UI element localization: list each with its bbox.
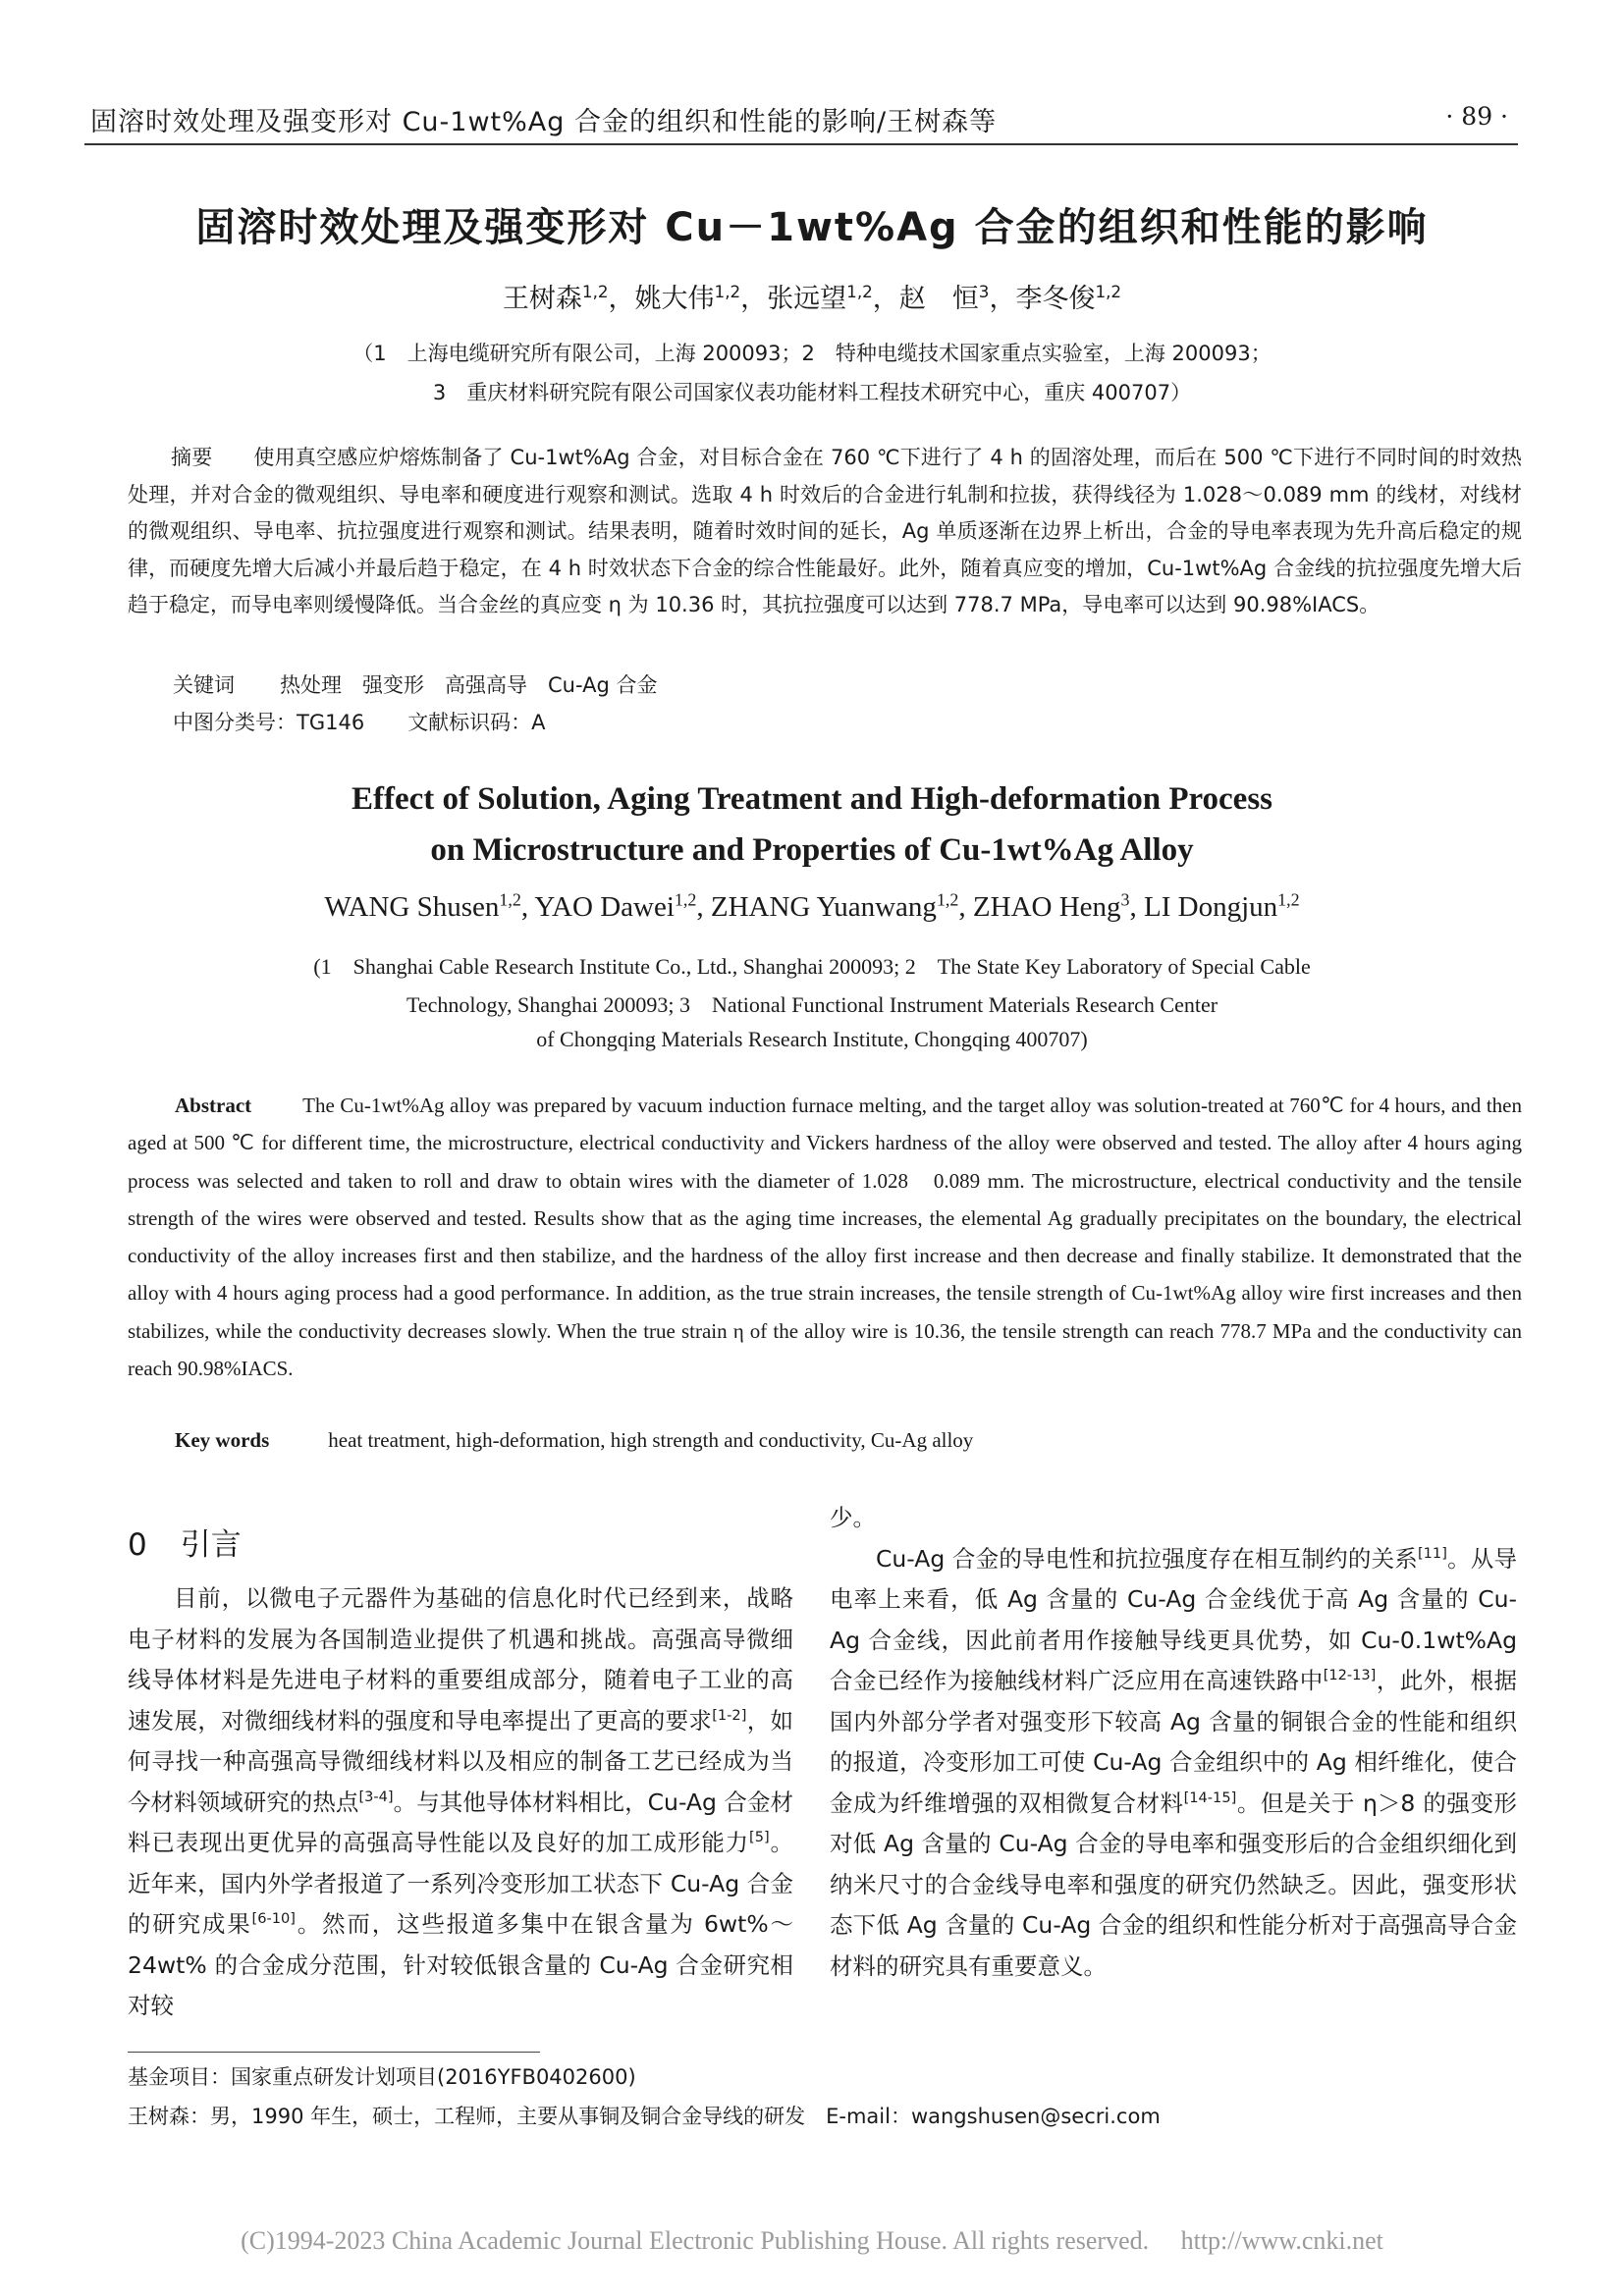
- section-number: 0: [128, 1527, 147, 1563]
- page-number: · 89 ·: [1445, 102, 1508, 131]
- citation: [14-15]: [1183, 1789, 1237, 1806]
- body-text: Cu-Ag 合金的导电性和抗拉强度存在相互制约的关系: [876, 1544, 1418, 1573]
- author: ZHANG Yuanwang$^{1,2}$: [710, 889, 959, 923]
- chinese-affiliation-line: （1 上海电缆研究所有限公司，上海 200093；2 特种电缆技术国家重点实验室，上海 200093；: [352, 342, 1272, 365]
- english-keywords: [175, 1428, 973, 1453]
- body-text-continuation: 少。: [830, 1504, 876, 1531]
- classification-line: [173, 707, 546, 736]
- body-text: 。从导电率上来看，低 Ag 含量的 Cu-Ag 合金线优于高 Ag 含量的 Cu-Ag 合金线，因此前者用作接触导线更具优势，如 Cu-0.1wt%Ag 合金已经作为接触线材料广泛应用在高速铁路中: [830, 1544, 1517, 1694]
- english-authors: WANG Shusen$^{1,2}$, YAO Dawei$^{1,2}$, ZHANG Yuanwang$^{1,2}$, ZHAO Heng$^3$, LI Dongjun$^{1,2}$: [324, 889, 1300, 923]
- document-code: 文献标识码：A: [407, 711, 546, 734]
- body-paragraph: [830, 1539, 1517, 1988]
- footnote-fund: 基金项目：国家重点研发计划项目(2016YFB0402600): [128, 2065, 636, 2089]
- body-text: 。但是关于 η＞8 的强变形对低 Ag 含量的 Cu-Ag 合金的导电率和强变形后的合金组织细化到纳米尺寸的合金线导电率和强度的研究仍然缺乏。因此，强变形状态下低 Ag 含量的 Cu-Ag 合金的组织和性能分析对于高强高导合金材料的研究具有重要意义。: [830, 1789, 1517, 1980]
- citation: [5]: [749, 1829, 770, 1846]
- english-abstract: [128, 1087, 1522, 1387]
- author: ZHAO Heng$^3$: [972, 889, 1130, 923]
- body-text: 目前，以微电子元器件为基础的信息化时代已经到来，战略电子材料的发展为各国制造业提供了机遇和挑战。高强高导微细线导体材料是先进电子材料的重要组成部分，随着电子工业的高速发展，对微细线材料的强度和导电率提出了更高的要求: [128, 1584, 793, 1735]
- abstract-label: Abstract: [175, 1094, 252, 1117]
- citation: [11]: [1417, 1544, 1447, 1562]
- english-affiliation-line: (1 Shanghai Cable Research Institute Co., Ltd., Shanghai 200093; 2 The State Key Laboratory of Special Cable: [313, 954, 1311, 979]
- section-heading: [128, 1520, 242, 1564]
- running-header-title: 固溶时效处理及强变形对 Cu-1wt%Ag 合金的组织和性能的影响/王树森等: [90, 107, 998, 137]
- citation: [12-13]: [1323, 1667, 1377, 1684]
- body-right-column: [830, 1498, 1517, 1987]
- body-left-column: [128, 1578, 793, 2027]
- body-text: ，如何寻找一种高强高导微细线材料以及相应的制备工艺已经成为当今材料领域研究的热点: [128, 1706, 794, 1816]
- english-affiliation-line: Technology, Shanghai 200093; 3 National Functional Instrument Materials Research Center: [406, 992, 1218, 1017]
- english-affiliation-line: of Chongqing Materials Research Institute, Chongqing 400707): [536, 1027, 1088, 1051]
- running-header: [84, 98, 1518, 145]
- author: LI Dongjun$^{1,2}$: [1144, 889, 1300, 923]
- section-title: 引言: [180, 1527, 242, 1563]
- keywords-label: Key words: [175, 1428, 270, 1452]
- footnote-author: 王树森：男，1990 年生，硕士，工程师，主要从事铜及铜合金导线的研发 E-mail：wangshusen@secri.com: [128, 2105, 1161, 2128]
- keywords-text: heat treatment, high-deformation, high strength and conductivity, Cu-Ag alloy: [328, 1428, 974, 1452]
- body-text: ，此外，根据国内外部分学者对强变形下较高 Ag 含量的铜银合金的性能和组织的报道，冷变形加工可使 Cu-Ag 合金组织中的 Ag 相纤维化，使合金成为纤维增强的双相微复合材料: [830, 1667, 1517, 1817]
- author: 李冬俊$^{1,2}$: [1015, 282, 1122, 314]
- author: YAO Dawei$^{1,2}$: [534, 889, 697, 923]
- chinese-abstract: [128, 440, 1522, 624]
- footnote-divider: [128, 2052, 540, 2053]
- citation: [3-4]: [358, 1788, 394, 1805]
- clc-number: 中图分类号：TG146: [173, 711, 365, 734]
- chinese-affiliation-line: 3 重庆材料研究院有限公司国家仪表功能材料工程技术研究中心，重庆 400707）: [432, 381, 1192, 404]
- keyword: 强变形: [362, 673, 424, 697]
- keyword: Cu-Ag 合金: [548, 673, 658, 697]
- author: 张远望$^{1,2}$: [767, 282, 873, 314]
- author: 王树森$^{1,2}$: [502, 282, 609, 314]
- chinese-keywords: [173, 669, 657, 699]
- copyright-notice: (C)1994-2023 China Academic Journal Electronic Publishing House. All rights reserved. http://www.cnki.net: [241, 2226, 1383, 2255]
- chinese-title: 固溶时效处理及强变形对 Cu－1wt%Ag 合金的组织和性能的影响: [195, 205, 1429, 250]
- abstract-label: 摘要: [171, 446, 213, 469]
- citation: [1-2]: [712, 1706, 747, 1724]
- keyword: 热处理: [280, 673, 342, 697]
- keywords-label: 关键词: [173, 673, 235, 697]
- english-title-line: on Microstructure and Properties of Cu-1wt%Ag Alloy: [430, 832, 1194, 868]
- abstract-text: The Cu-1wt%Ag alloy was prepared by vacuum induction furnace melting, and the target alloy was solution-treated at 760℃ for 4 hours, and then aged at 500 ℃ for different time, the microstructure, electrical conductivity and Vickers hardness of the alloy were observed and tested. The alloy after 4 hours aging process was selected and taken to roll and draw to obtain wires with the diameter of 1.028 0.089 mm. The microstructure, electrical conductivity and the tensile strength of the wires were observed and tested. Results show that as the aging time increases, the elemental Ag gradually precipitates on the boundary, the electrical conductivity of the alloy increases first and then stabilize, and the hardness of the alloy first increase and then decrease and finally stabilize. It demonstrated that the alloy with 4 hours aging process had a good performance. In addition, as the true strain increases, the tensile strength of Cu-1wt%Ag alloy wire first increases and then stabilizes, while the conductivity decreases slowly. When the true strain η of the alloy wire is 10.36, the tensile strength can reach 778.7 MPa and the conductivity can reach 90.98%IACS.: [128, 1094, 1522, 1381]
- citation: [6-10]: [251, 1910, 296, 1928]
- author: 姚大伟$^{1,2}$: [634, 282, 741, 314]
- author: WANG Shusen$^{1,2}$: [324, 889, 521, 923]
- keyword: 高强高导: [445, 673, 527, 697]
- abstract-text: 使用真空感应炉熔炼制备了 Cu-1wt%Ag 合金，对目标合金在 760 ℃下进行了 4 h 的固溶处理，而后在 500 ℃下进行不同时间的时效热处理，并对合金的微观组织、导电率和硬度进行观察和测试。选取 4 h 时效后的合金进行轧制和拉拔，获得线径为 1.028～0.089 mm 的线材，对线材的微观组织、导电率、抗拉强度进行观察和测试。结果表明，随着时效时间的延长，Ag 单质逐渐在边界上析出，合金的导电率表现为先升高后稳定的规律，而硬度先增大后减小并最后趋于稳定，在 4 h 时效状态下合金的综合性能最好。此外，随着真应变的增加，Cu-1wt%Ag 合金线的抗拉强度先增大后趋于稳定，而导电率则缓慢降低。当合金丝的真应变 η 为 10.36 时，其抗拉强度可以达到 778.7 MPa，导电率可以达到 90.98%IACS。: [128, 446, 1522, 616]
- body-text: 。然而，这些报道多集中在银含量为 6wt%～24wt% 的合金成分范围，针对较低银含量的 Cu-Ag 合金研究相对较: [128, 1910, 794, 2019]
- chinese-authors: 王树森$^{1,2}$，姚大伟$^{1,2}$，张远望$^{1,2}$，赵 恒$^3$，李冬俊$^{1,2}$: [502, 282, 1122, 314]
- author: 赵 恒$^3$: [898, 282, 990, 314]
- english-title-line: Effect of Solution, Aging Treatment and High-deformation Process: [351, 781, 1273, 817]
- body-text: 。近年来，国内外学者报道了一系列冷变形加工状态下 Cu-Ag 合金的研究成果: [128, 1829, 794, 1938]
- body-text: 。与其他导体材料相比，Cu-Ag 合金材料已表现出更优异的高强高导性能以及良好的加工成形能力: [128, 1788, 794, 1856]
